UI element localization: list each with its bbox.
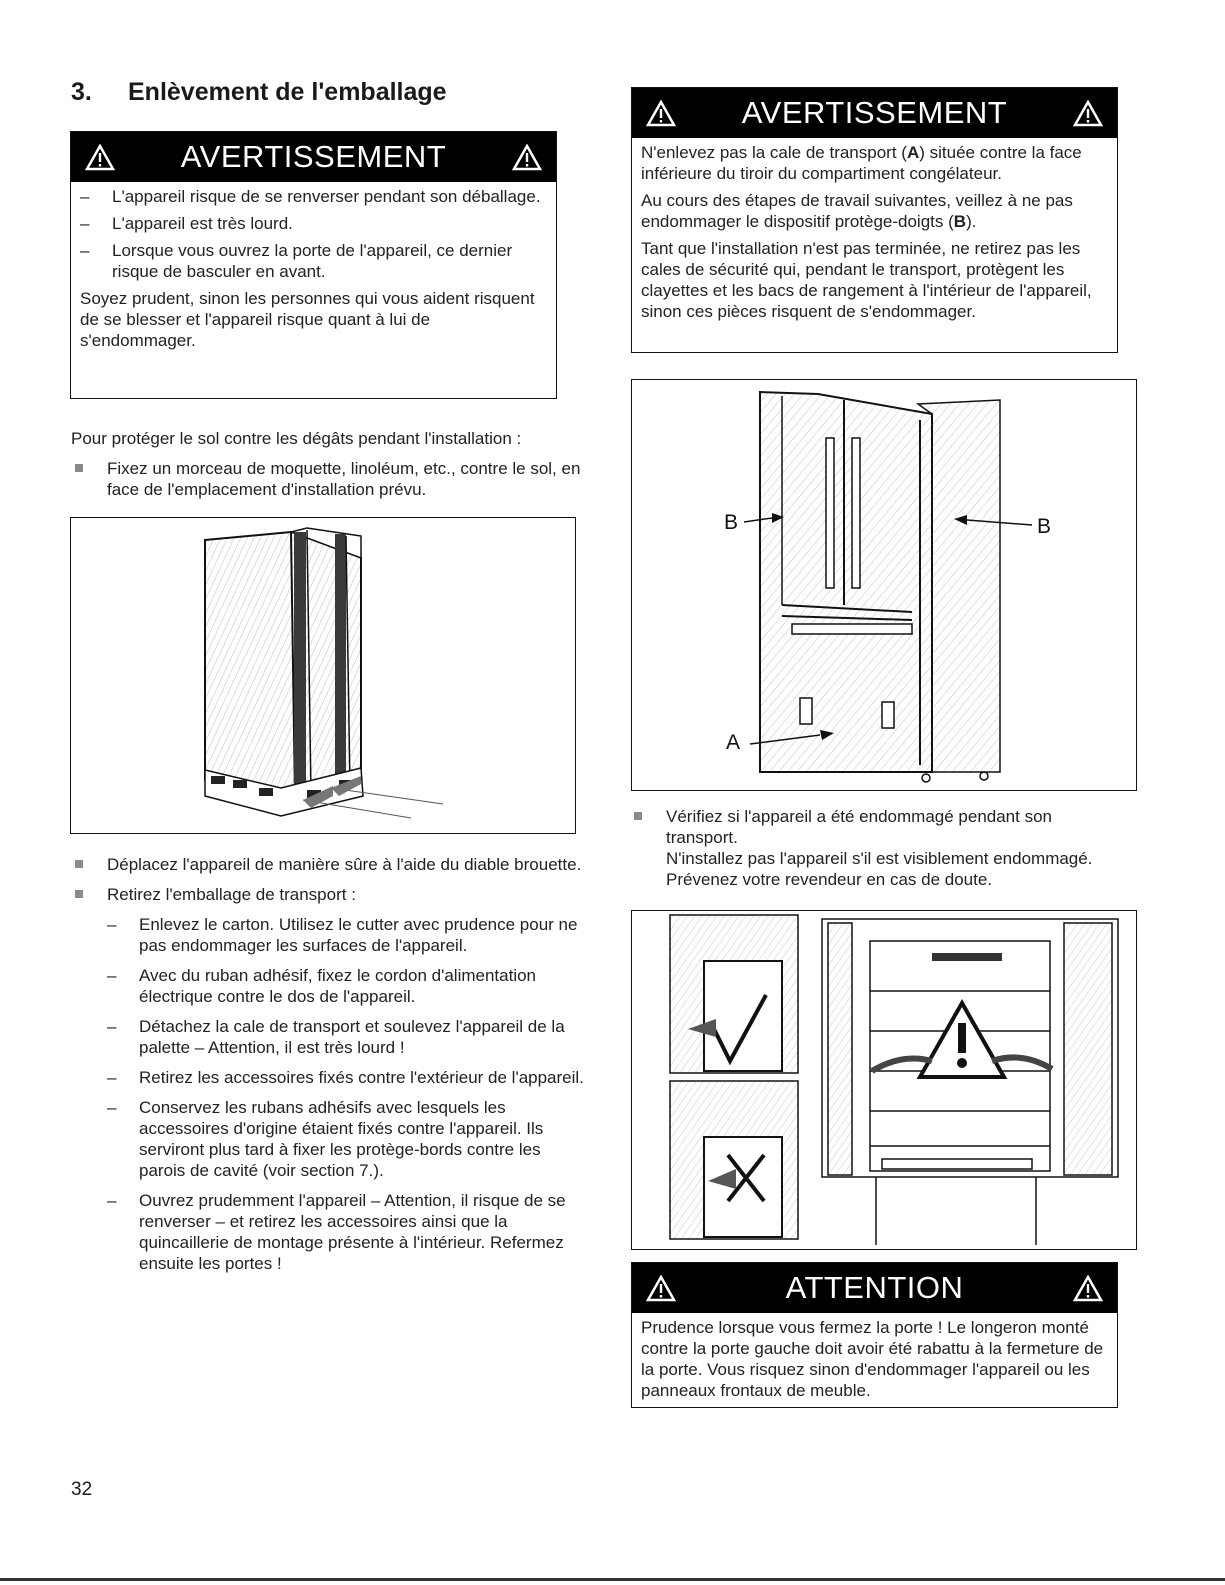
section-title (71, 78, 447, 107)
warning-item: – Lorsque vous ouvrez la porte de l'appareil, ce dernier risque de basculer en avant. (80, 241, 513, 281)
fridge-transport-figure (631, 379, 1137, 791)
sub-step: – Enlevez le carton. Utilisez le cutter avec prudence pour ne pas endommager les surfaces de l'appareil. (107, 915, 578, 955)
warning-triangle-icon (1073, 1275, 1103, 1302)
warning-note: Soyez prudent, sinon les personnes qui vous aident risquent de se blesser et l'appareil risque quant à lui de s'endommager. (80, 289, 535, 350)
warning-triangle-icon (512, 144, 542, 171)
warning-header (632, 88, 1117, 138)
section-title-text: Enlèvement de l'emballage (128, 78, 447, 106)
warning-paragraph: Au cours des étapes de travail suivantes, veillez à ne pas endommager le dispositif protège-doigts (B). (641, 191, 1073, 231)
damage-check-line2: N'installez pas l'appareil s'il est visiblement endommagé. Prévenez votre revendeur en cas de doute. (666, 849, 1093, 889)
label-b-right: B (1037, 515, 1052, 538)
correct-door-inset (670, 915, 798, 1073)
page-bottom-rule (0, 1578, 1225, 1581)
open-fridge-illustration (822, 919, 1118, 1245)
warning-item: – L'appareil risque de se renverser pendant son déballage. (80, 187, 541, 206)
warning-triangle-icon (85, 144, 115, 171)
damage-check (630, 806, 1120, 899)
step-move: Déplacez l'appareil de manière sûre à l'aide du diable brouette. (71, 854, 591, 875)
warning-header (71, 132, 556, 182)
packed-appliance-figure (70, 517, 576, 834)
attention-text: Prudence lorsque vous fermez la porte ! Le longeron monté contre la porte gauche doit avoir été rabattu à la fermeture de la porte. Vous risquez sinon d'endommager l'appareil ou les panneaux frontaux de meuble. (641, 1318, 1104, 1400)
warning-triangle-icon (1073, 100, 1103, 127)
warning-paragraph: Tant que l'installation n'est pas terminée, ne retirez pas les cales de sécurité qui, pendant le transport, protègent les clayettes et les bacs de rangement à l'intérieur de l'appareil, sinon ces pièces risquent de s'endommager. (641, 239, 1092, 321)
sub-step: – Ouvrez prudemment l'appareil – Attention, il risque de se renverser – et retirez les accessoires ainsi que la quincaillerie de montage présente à l'intérieur. Refermez ensuite les portes ! (107, 1191, 566, 1273)
sub-step: – Conservez les rubans adhésifs avec lesquels les accessoires d'origine étaient fixés contre l'appareil. Ils serviront plus tard à fixer les protège-bords contre les parois de cavité (voir section 7.). (107, 1098, 544, 1180)
sub-step: – Détachez la cale de transport et soulevez l'appareil de la palette – Attention, il est très lourd ! (107, 1017, 565, 1057)
floor-intro: Pour protéger le sol contre les dégâts pendant l'installation : (71, 429, 522, 448)
warning-item: – L'appareil est très lourd. (80, 214, 293, 233)
damage-check-line1: Vérifiez si l'appareil a été endommagé pendant son transport. (666, 807, 1052, 847)
step-remove: Retirez l'emballage de transport : (71, 884, 591, 905)
warning-paragraph: N'enlevez pas la cale de transport (A) située contre la face inférieure du tiroir du compartiment congélateur. (641, 143, 1082, 183)
open-fridge-figure (631, 910, 1137, 1250)
sub-step: – Avec du ruban adhésif, fixez le cordon d'alimentation électrique contre le dos de l'appareil. (107, 966, 537, 1006)
attention-heading: ATTENTION (785, 1270, 964, 1305)
warning-heading: AVERTISSEMENT (180, 139, 447, 174)
floor-bullet: Fixez un morceau de moquette, linoléum, etc., contre le sol, en face de l'emplacement d'installation prévu. (71, 458, 591, 500)
page-number: 32 (71, 1479, 93, 1500)
fridge-illustration (760, 392, 1000, 782)
warning-triangle-icon (646, 1275, 676, 1302)
steps-list (71, 854, 591, 1283)
section-number: 3. (71, 78, 92, 106)
floor-instructions (71, 428, 591, 509)
carton-box-illustration (205, 528, 361, 800)
warning-heading: AVERTISSEMENT (741, 95, 1008, 130)
attention-box (631, 1262, 1118, 1408)
attention-header (632, 1263, 1117, 1313)
label-a: A (726, 731, 741, 754)
sub-step: – Retirez les accessoires fixés contre l'extérieur de l'appareil. (107, 1068, 584, 1087)
warning-box-right (631, 87, 1118, 353)
damage-check-bullet (630, 806, 1120, 890)
incorrect-door-inset (670, 1081, 798, 1239)
warning-box-left (70, 131, 557, 399)
label-b-left: B (724, 511, 739, 534)
warning-triangle-icon (646, 100, 676, 127)
